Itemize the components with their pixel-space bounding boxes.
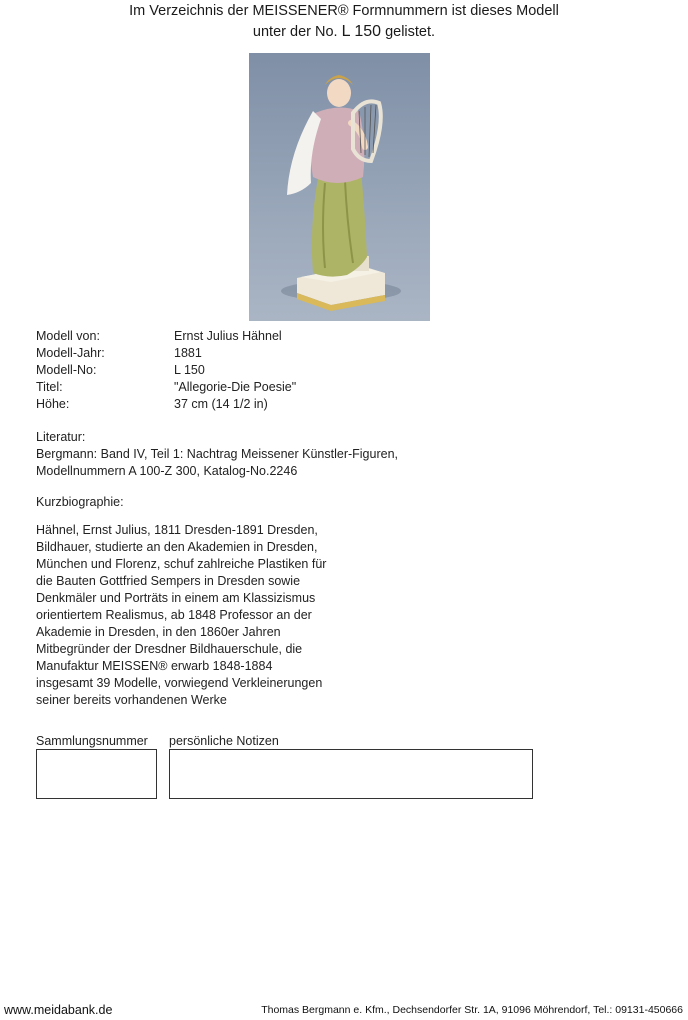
fact-value: 1881 (174, 346, 202, 360)
fact-row (36, 396, 296, 413)
fact-value: 37 cm (14 1/2 in) (174, 397, 268, 411)
fact-value: Ernst Julius Hähnel (174, 329, 282, 343)
biography-line: München und Florenz, schuf zahlreiche Plastiken für (36, 557, 327, 571)
biography-line: Manufaktur MEISSEN® erwarb 1848-1884 (36, 659, 273, 673)
model-number: L 150 (341, 23, 382, 40)
literature-heading: Literatur: (36, 430, 86, 444)
website-link[interactable]: www.meidabank.de (4, 1003, 113, 1017)
header-text-before: unter der No. (252, 24, 338, 40)
collection-number-field[interactable] (36, 749, 157, 799)
fact-label: Modell-Jahr: (36, 346, 105, 360)
footer-address: Thomas Bergmann e. Kfm., Dechsendorfer Str. 1A, 91096 Möhrendorf, Tel.: 09131-450666 (261, 1004, 683, 1016)
fact-row (36, 379, 296, 396)
biography-line: Akademie in Dresden, in den 1860er Jahren (36, 625, 281, 639)
porcelain-figure-icon (249, 53, 430, 321)
fact-value: "Allegorie-Die Poesie" (174, 380, 297, 394)
header-line-1: Im Verzeichnis der MEISSENER® Formnummern ist dieses Modell (129, 3, 559, 19)
biography-line: insgesamt 39 Modelle, vorwiegend Verkleinerungen (36, 676, 323, 690)
biography-line: seiner bereits vorhandenen Werke (36, 693, 227, 707)
model-facts (36, 328, 296, 413)
header-text-after: gelistet. (385, 24, 436, 40)
fact-value: L 150 (174, 363, 205, 377)
fact-row (36, 362, 296, 379)
literature-line: Modellnummern A 100-Z 300, Katalog-No.2246 (36, 464, 298, 478)
biography-line: orientiertem Realismus, ab 1848 Professor an der (36, 608, 312, 622)
biography-text (36, 522, 336, 709)
fact-row (36, 345, 296, 362)
biography-line: Bildhauer, studierte an den Akademien in Dresden, (36, 540, 318, 554)
biography-line: Hähnel, Ernst Julius, 1811 Dresden-1891 Dresden, (36, 523, 318, 537)
fact-label: Titel: (36, 380, 63, 394)
biography-heading: Kurzbiographie: (36, 495, 124, 509)
biography-line: Mitbegründer der Dresdner Bildhauerschule, die (36, 642, 303, 656)
literature-line: Bergmann: Band IV, Teil 1: Nachtrag Meissener Künstler-Figuren, (36, 447, 398, 461)
collection-number-label: Sammlungsnummer (36, 734, 148, 748)
personal-notes-label: persönliche Notizen (169, 734, 279, 748)
biography-line: die Bauten Gottfried Sempers in Dresden sowie (36, 574, 301, 588)
header-line-2 (0, 21, 688, 43)
fact-row (36, 328, 296, 345)
literature-section (36, 429, 456, 480)
fact-label: Modell-No: (36, 363, 97, 377)
figure-photo (249, 53, 430, 321)
fact-label: Modell von: (36, 329, 100, 343)
biography-line: Denkmäler und Porträts in einem am Klassizismus (36, 591, 316, 605)
fact-label: Höhe: (36, 397, 70, 411)
personal-notes-field[interactable] (169, 749, 533, 799)
